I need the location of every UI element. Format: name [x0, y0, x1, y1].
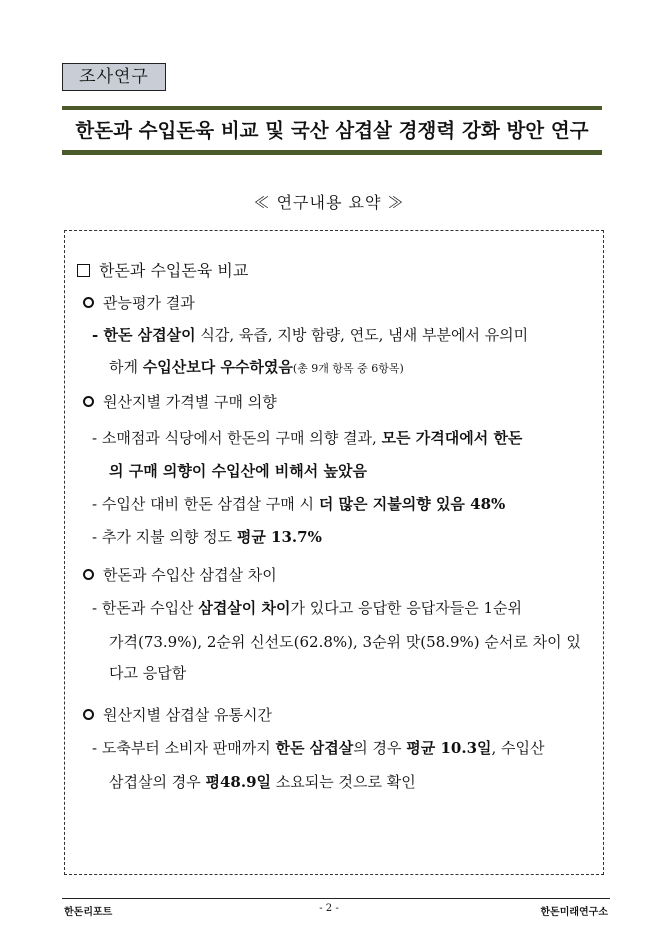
- footer-publication: 한돈리포트: [64, 907, 113, 918]
- s3-line3: 다고 응답함: [109, 664, 187, 682]
- footer-organization: 한돈미래연구소: [540, 907, 608, 918]
- title-bottom-rule: [62, 150, 602, 155]
- category-tag: 조사연구: [62, 63, 166, 91]
- s4-heading: 원산지별 삼겹살 유통시간: [83, 704, 272, 725]
- page-number: - 2 -: [319, 903, 339, 914]
- circle-bullet-icon: [83, 569, 94, 580]
- s4-line2: 삼겹살의 경우 평48.9일 소요되는 것으로 확인: [109, 773, 416, 791]
- circle-bullet-icon: [83, 396, 94, 407]
- s3-line1: - 한돈과 수입산 삼겹살이 차이가 있다고 응답한 응답자들은 1순위: [92, 599, 522, 617]
- s2-line1: - 소매점과 식당에서 한돈의 구매 의향 결과, 모든 가격대에서 한돈: [92, 429, 523, 447]
- s2-line3: - 수입산 대비 한돈 삼겹살 구매 시 더 많은 지불의향 있음 48%: [92, 495, 506, 513]
- square-bullet-icon: [77, 264, 90, 277]
- section-heading: 한돈과 수입돈육 비교: [77, 258, 248, 281]
- s4-line1: - 도축부터 소비자 판매까지 한돈 삼겹살의 경우 평균 10.3일, 수입산: [92, 739, 545, 757]
- circle-bullet-icon: [83, 297, 94, 308]
- circle-bullet-icon: [83, 709, 94, 720]
- s1-line2: 하게 수입산보다 우수하였음(총 9개 항목 중 6항목): [109, 358, 404, 376]
- s2-line2: 의 구매 의향이 수입산에 비해서 높았음: [109, 462, 367, 480]
- s1-heading: 관능평가 결과: [83, 292, 195, 313]
- s2-heading: 원산지별 가격별 구매 의향: [83, 391, 277, 412]
- s2-line4: - 추가 지불 의향 정도 평균 13.7%: [92, 528, 322, 546]
- s3-heading: 한돈과 수입산 삼겹살 차이: [83, 564, 277, 585]
- s3-line2: 가격(73.9%), 2순위 신선도(62.8%), 3순위 맛(58.9%) 순서로 차이 있: [109, 633, 581, 651]
- footer-rule: [62, 898, 610, 899]
- page-title: 한돈과 수입돈육 비교 및 국산 삼겹살 경쟁력 강화 방안 연구: [75, 119, 589, 142]
- s1-line1: - 한돈 삼겹살이 식감, 육즙, 지방 함량, 연도, 냄새 부분에서 유의미: [92, 326, 529, 344]
- summary-title: ≪ 연구내용 요약 ≫: [253, 193, 405, 212]
- summary-box: [64, 230, 604, 875]
- title-top-rule: [62, 106, 602, 110]
